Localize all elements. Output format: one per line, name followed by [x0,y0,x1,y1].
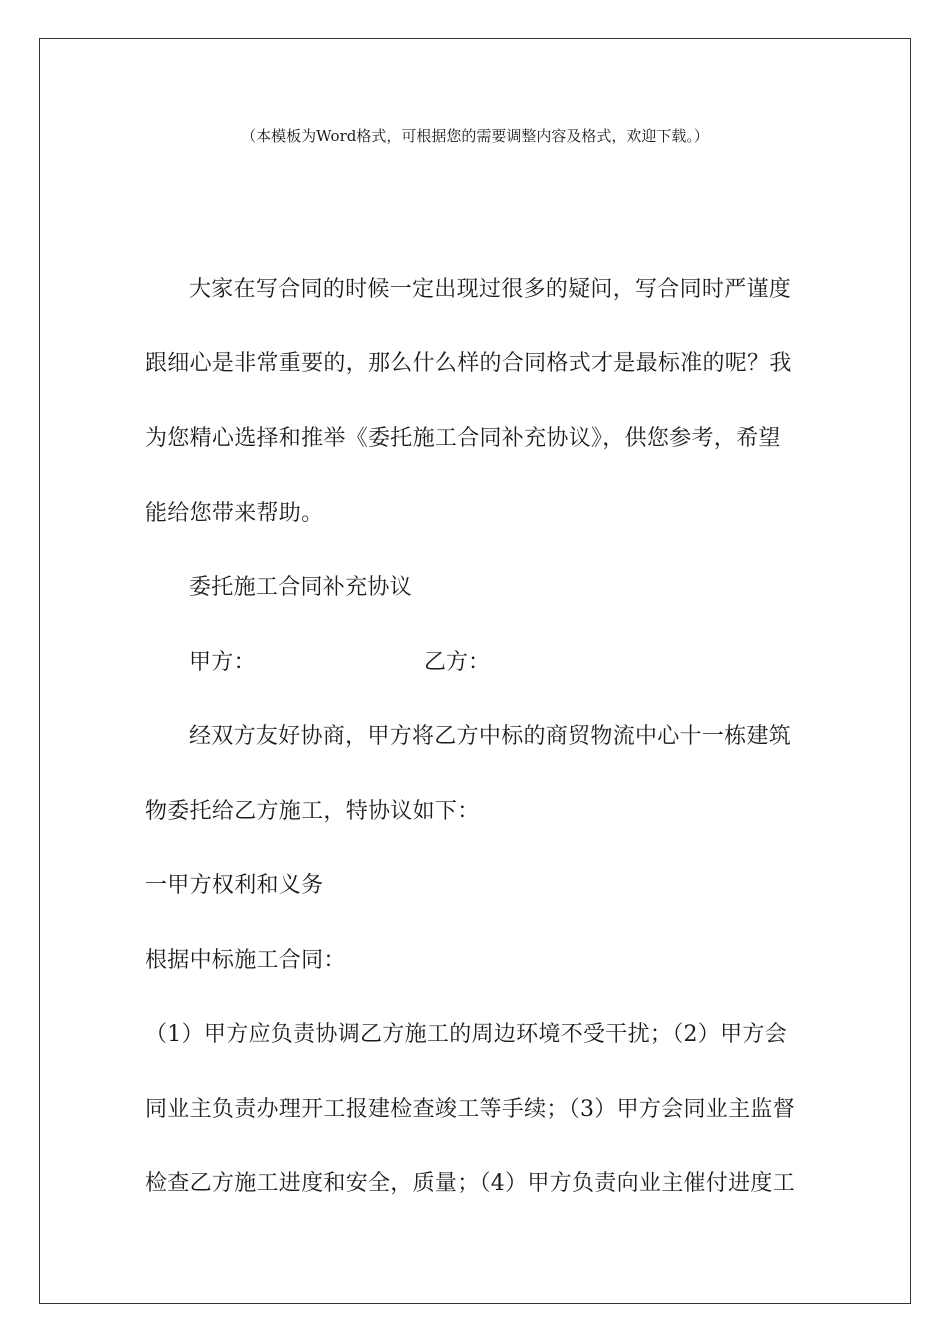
party-b-label: 乙方： [424,650,491,675]
section-item-line-3: 检查乙方施工进度和安全，质量；（4）甲方负责向业主催付进度工 [145,1171,795,1196]
contract-title: 委托施工合同补充协议 [189,575,413,600]
section-item-line-1: （1）甲方应负责协调乙方施工的周边环境不受干扰；（2）甲方会 [145,1022,787,1047]
section-heading: 一甲方权利和义务 [145,873,324,898]
preamble-line-1: 经双方友好协商，甲方将乙方中标的商贸物流中心十一栋建筑 [189,724,792,749]
preamble-line-2: 物委托给乙方施工，特协议如下： [145,799,480,824]
party-a-label: 甲方： [189,650,256,675]
template-note: （本模板为Word格式，可根据您的需要调整内容及格式，欢迎下载。） [241,127,709,145]
section-basis: 根据中标施工合同： [145,948,346,973]
intro-line-2: 跟细心是非常重要的，那么什么样的合同格式才是最标准的呢？我 [145,351,792,376]
intro-line-3: 为您精心选择和推举《委托施工合同补充协议》，供您参考，希望 [145,426,781,451]
section-item-line-2: 同业主负责办理开工报建检查竣工等手续；（3）甲方会同业主监督 [145,1097,795,1122]
intro-line-4: 能给您带来帮助。 [145,501,324,526]
intro-line-1: 大家在写合同的时候一定出现过很多的疑问，写合同时严谨度 [189,277,792,302]
